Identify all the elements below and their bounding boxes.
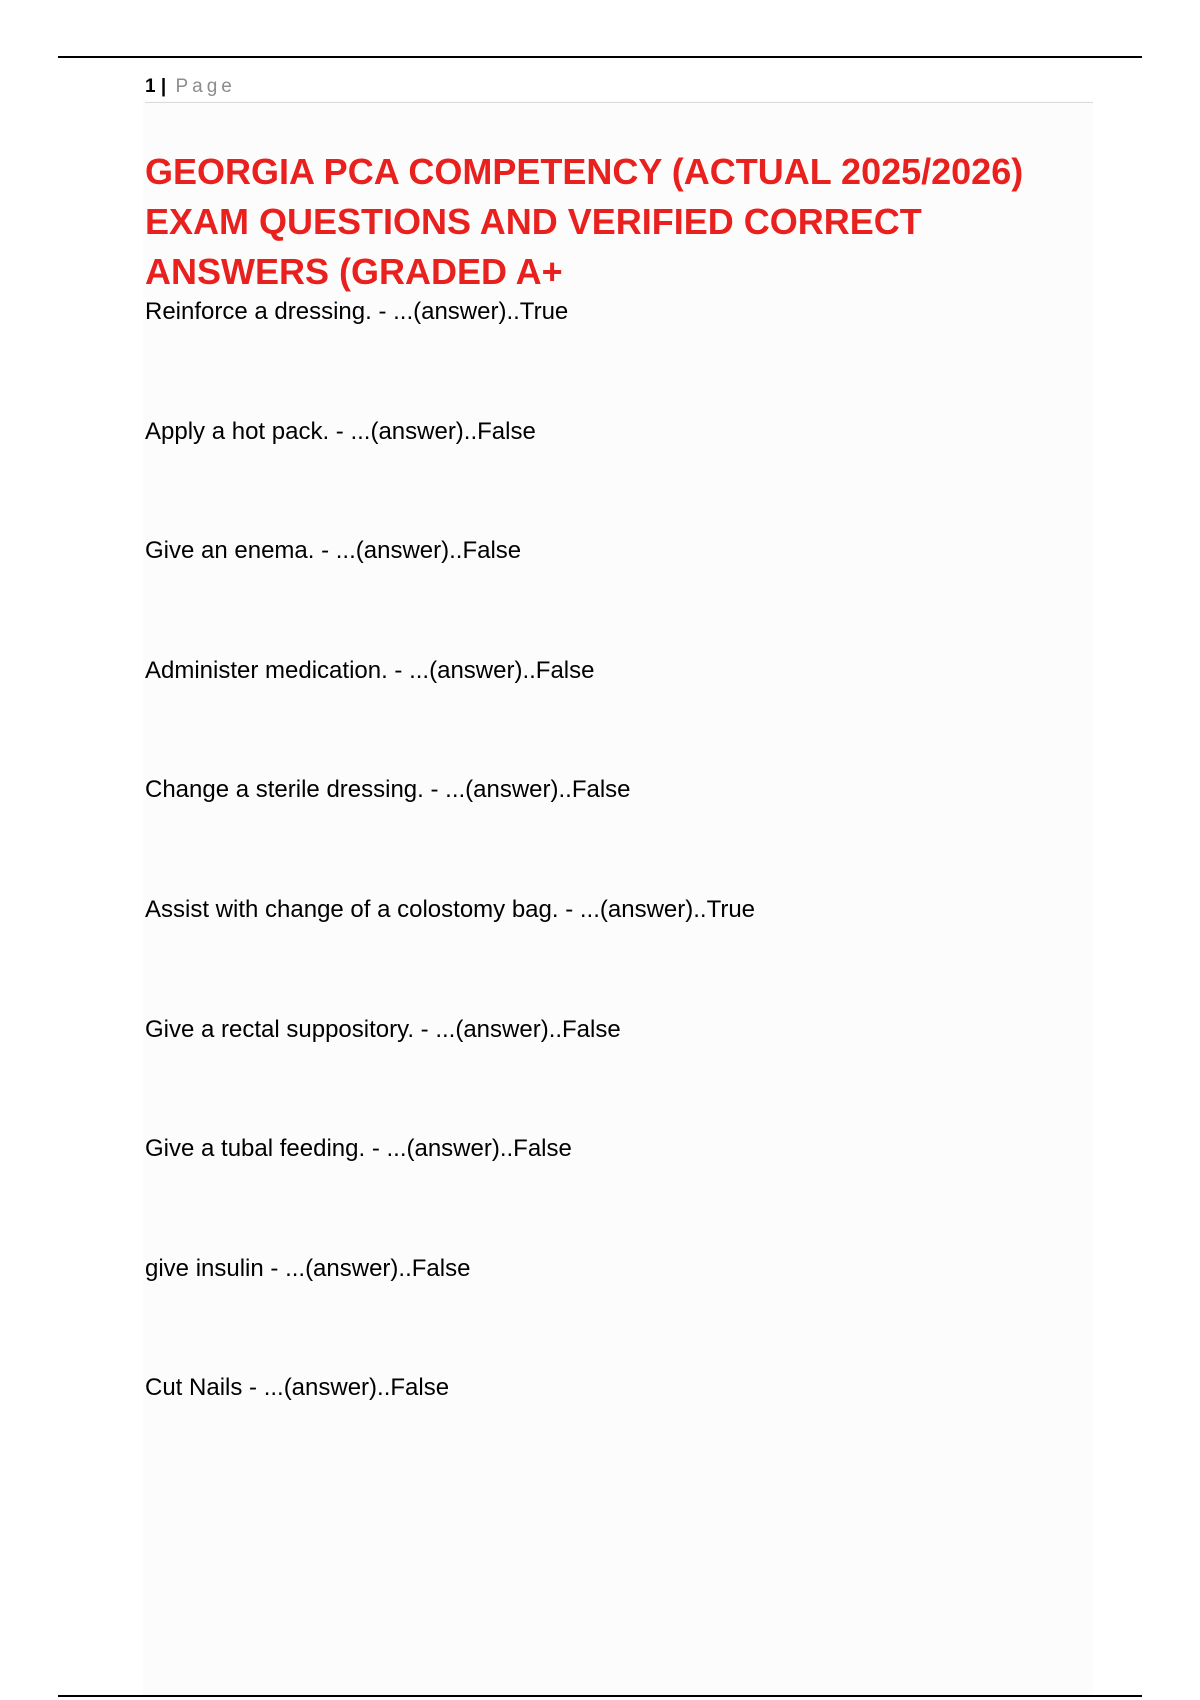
qa-item: Administer medication. - ...(answer)..False xyxy=(145,656,595,684)
page-header xyxy=(145,74,1093,103)
qa-item: Give a rectal suppository. - ...(answer)..False xyxy=(145,1015,621,1043)
qa-item: Give a tubal feeding. - ...(answer)..False xyxy=(145,1135,572,1163)
qa-item: Change a sterile dressing. - ...(answer)..False xyxy=(145,776,631,804)
qa-item: give insulin - ...(answer)..False xyxy=(145,1254,471,1282)
qa-item: Give an enema. - ...(answer)..False xyxy=(145,537,522,565)
qa-item: Cut Nails - ...(answer)..False xyxy=(145,1374,450,1402)
document-title: GEORGIA PCA COMPETENCY (ACTUAL 2025/2026) EXAM QUESTIONS AND VERIFIED CORRECT ANSWERS (GRADED A+ xyxy=(145,151,1024,292)
qa-item: Assist with change of a colostomy bag. - ...(answer)..True xyxy=(145,895,756,923)
top-rule xyxy=(58,56,1142,58)
qa-item: Apply a hot pack. - ...(answer)..False xyxy=(145,417,536,445)
question-answer-list xyxy=(145,294,1075,1490)
page-separator: | xyxy=(160,76,167,97)
page-label: Page xyxy=(175,76,236,97)
qa-item: Reinforce a dressing. - ...(answer)..True xyxy=(145,298,569,325)
bottom-rule xyxy=(58,1695,1142,1697)
page-number: 1 xyxy=(145,76,156,97)
